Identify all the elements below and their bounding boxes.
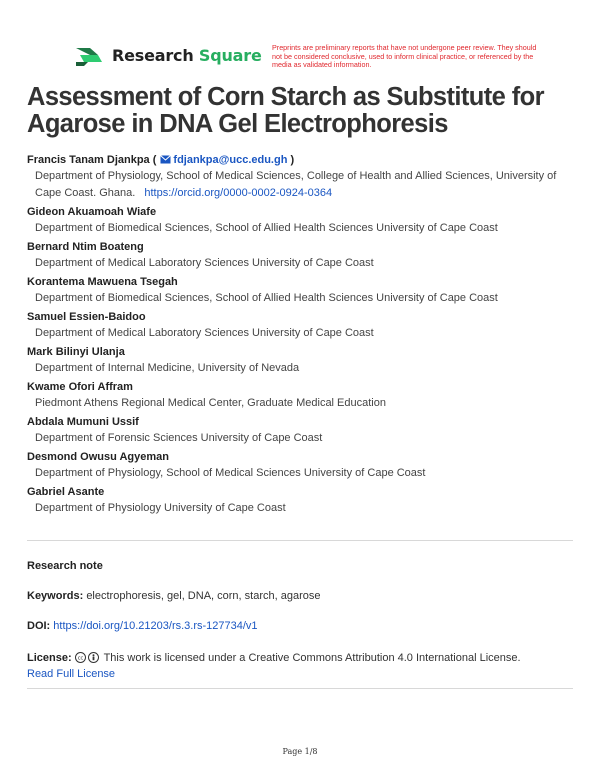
research-square-logo-icon: [74, 44, 104, 66]
read-full-license-link[interactable]: Read Full License: [27, 668, 116, 680]
author-entry: [27, 415, 577, 447]
brand-name: Research Square: [112, 45, 262, 65]
author-name: Bernard Ntim Boateng: [27, 241, 144, 253]
creative-commons-icon: [75, 652, 86, 663]
author-entry: Francis Tanam Djankpa ( fdjankpa@ucc.edu.gh ) Department of Physiology, School of Medical Sciences, College of Health and Allied Sciences, University of Cape Coast. Ghana. https://orcid.org/0000-0002-0924-0364: [27, 154, 557, 199]
license-text: This work is licensed under a Creative Commons Attribution 4.0 International License.: [103, 652, 521, 664]
author-entry: [27, 205, 577, 237]
author-name: Gabriel Asante: [27, 486, 105, 498]
author-name: Samuel Essien-Baidoo: [27, 311, 146, 323]
keywords-value: electrophoresis, gel, DNA, corn, starch, agarose: [86, 590, 321, 602]
keywords-label: Keywords:: [27, 590, 84, 602]
author-name: Mark Bilinyi Ulanja: [27, 346, 125, 358]
paper-title: Assessment of Corn Starch as Substitute for Agarose in DNA Gel Electrophoresis: [27, 83, 544, 138]
license-label: License:: [27, 652, 72, 664]
preprint-disclaimer: Preprints are preliminary reports that have not undergone peer review. They should not be considered conclusive, used to inform clinical practice, or referenced by the media as validated information.: [272, 43, 537, 70]
author-entry: [27, 310, 577, 342]
author-affiliation: Department of Biomedical Sciences, School of Allied Health Sciences University of Cape Coast: [35, 292, 498, 304]
author-name: Francis Tanam Djankpa: [27, 154, 150, 166]
author-affiliation: Department of Biomedical Sciences, School of Allied Health Sciences University of Cape Coast: [35, 222, 498, 234]
author-entry: [27, 275, 577, 307]
doi-label: DOI:: [27, 620, 51, 632]
divider: [27, 688, 573, 689]
author-entry: [27, 380, 577, 412]
author-entry: [27, 240, 577, 272]
author-affiliation: Piedmont Athens Regional Medical Center, Graduate Medical Education: [35, 397, 386, 409]
article-type: Research note: [27, 560, 103, 572]
author-name: Desmond Owusu Agyeman: [27, 451, 170, 463]
author-affiliation: Department of Internal Medicine, University of Nevada: [35, 362, 300, 374]
author-entry: [27, 485, 577, 517]
brand-header: [74, 44, 262, 66]
envelope-icon: [160, 155, 171, 164]
author-name: Abdala Mumuni Ussif: [27, 416, 139, 428]
author-affiliation: Department of Forensic Sciences University of Cape Coast: [35, 432, 323, 444]
attribution-icon: [88, 652, 99, 663]
page-number: Page 1/8: [282, 747, 318, 756]
orcid-link[interactable]: https://orcid.org/0000-0002-0924-0364: [144, 187, 333, 199]
author-affiliation: Department of Medical Laboratory Sciences University of Cape Coast: [35, 257, 374, 269]
keywords-row: [27, 590, 577, 602]
divider: [27, 540, 573, 541]
svg-text:cc: cc: [77, 655, 83, 662]
author-affiliation: Department of Medical Laboratory Sciences University of Cape Coast: [35, 327, 374, 339]
author-name: Korantema Mawuena Tsegah: [27, 276, 178, 288]
author-list: [27, 153, 577, 520]
author-affiliation: Department of Physiology University of Cape Coast: [35, 502, 286, 514]
author-email-link[interactable]: fdjankpa@ucc.edu.gh: [173, 154, 288, 166]
doi-link[interactable]: https://doi.org/10.21203/rs.3.rs-127734/v1: [53, 620, 258, 632]
license-row: [27, 650, 577, 682]
author-affiliation: Department of Physiology, School of Medical Sciences, College of Health and Allied Sciences, University of Cape Coast. Ghana.: [35, 170, 557, 199]
author-name: Kwame Ofori Affram: [27, 381, 133, 393]
author-affiliation: Department of Physiology, School of Medical Sciences University of Cape Coast: [35, 467, 426, 479]
author-entry: [27, 345, 577, 377]
author-entry: [27, 450, 577, 482]
doi-row: [27, 620, 577, 632]
author-name: Gideon Akuamoah Wiafe: [27, 206, 157, 218]
